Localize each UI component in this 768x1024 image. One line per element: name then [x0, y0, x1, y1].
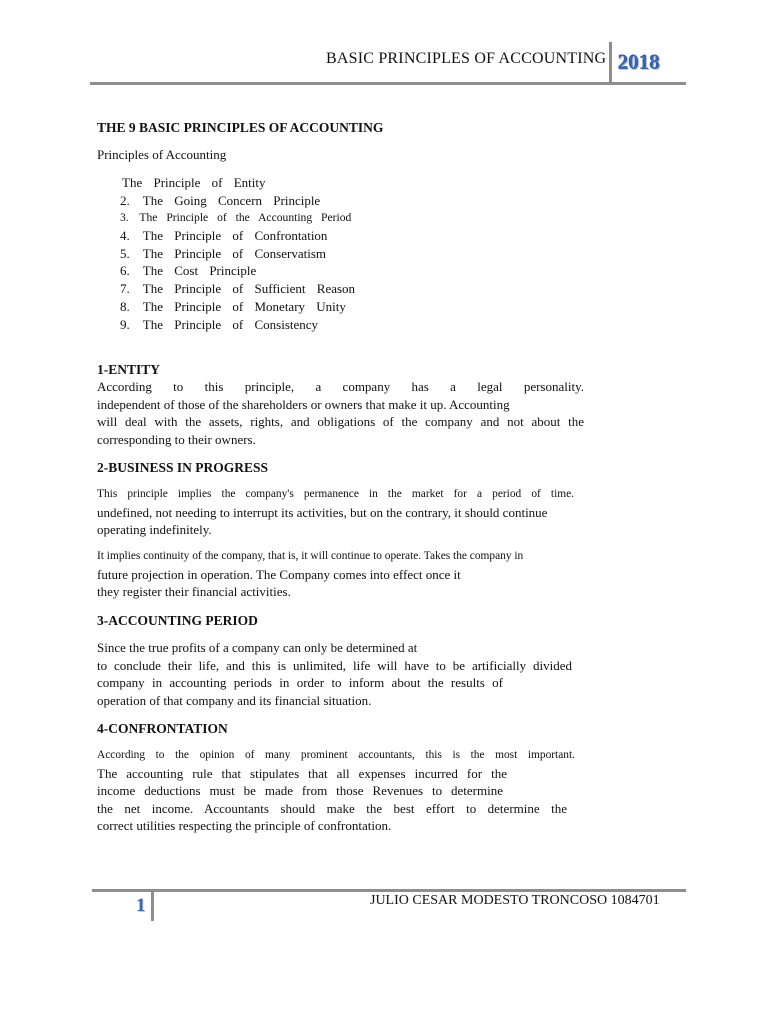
list-item: 4. The Principle of Confrontation	[120, 228, 328, 244]
section-body-business-1: This principle implies the company's permanence in the market for a period of time. undefined, not needing to interrupt its activities, but on the contrary, it should continue operating indefinitely.	[97, 488, 574, 538]
section-heading-period: 3-ACCOUNTING PERIOD	[97, 613, 258, 628]
page-header-year: 2018	[618, 50, 660, 74]
section-body-entity: According to this principle, a company has a legal personality. independent of those of the shareholders or owners that make it up. Accounting will deal with the assets, rights, and obligations of the company and not about the corresponding to their owners.	[97, 379, 584, 447]
list-item: 3. The Principle of the Accounting Period	[120, 211, 352, 225]
section-body-business-2: It implies continuity of the company, that is, it will continue to operate. Takes the company in future projection in operation. The Company comes into effect once it they register their financial activities.	[97, 550, 524, 600]
section-body-period: Since the true profits of a company can only be determined at to conclude their life, and this is unlimited, life will have to be artificially divided company in accounting periods in order to inform about the results of operation of that company and its financial situation.	[97, 640, 572, 708]
document-subtitle: Principles of Accounting	[97, 147, 227, 162]
section-heading-entity: 1-ENTITY	[97, 362, 161, 377]
document-title: THE 9 BASIC PRINCIPLES OF ACCOUNTING	[97, 120, 384, 135]
list-item: 5. The Principle of Conservatism	[120, 245, 326, 261]
section-heading-business: 2-BUSINESS IN PROGRESS	[97, 460, 269, 475]
principles-list	[120, 174, 355, 333]
list-item: The Principle of Entity	[122, 175, 266, 190]
list-item: 8. The Principle of Monetary Unity	[120, 298, 346, 314]
footer-vertical-divider	[151, 891, 154, 921]
footer-divider	[92, 889, 686, 892]
section-heading-confrontation: 4-CONFRONTATION	[97, 721, 228, 736]
header-divider	[90, 82, 686, 85]
footer-author: JULIO CESAR MODESTO TRONCOSO 1084701	[370, 893, 660, 908]
header-vertical-divider	[609, 42, 612, 84]
page-number: 1	[136, 895, 146, 916]
page-header-title: BASIC PRINCIPLES OF ACCOUNTING	[326, 50, 607, 67]
section-body-confrontation: According to the opinion of many prominent accountants, this is the most important. The accounting rule that stipulates that all expenses incurred for the income deductions must be made from those Revenues to determine the net income. Accountants should make the best effort to determine the correct utilities respecting the principle of confrontation.	[97, 749, 575, 834]
list-item: 7. The Principle of Sufficient Reason	[120, 281, 356, 297]
list-item: 2. The Going Concern Principle	[120, 192, 321, 208]
list-item: 9. The Principle of Consistency	[120, 316, 319, 332]
list-item: 6. The Cost Principle	[120, 263, 257, 279]
